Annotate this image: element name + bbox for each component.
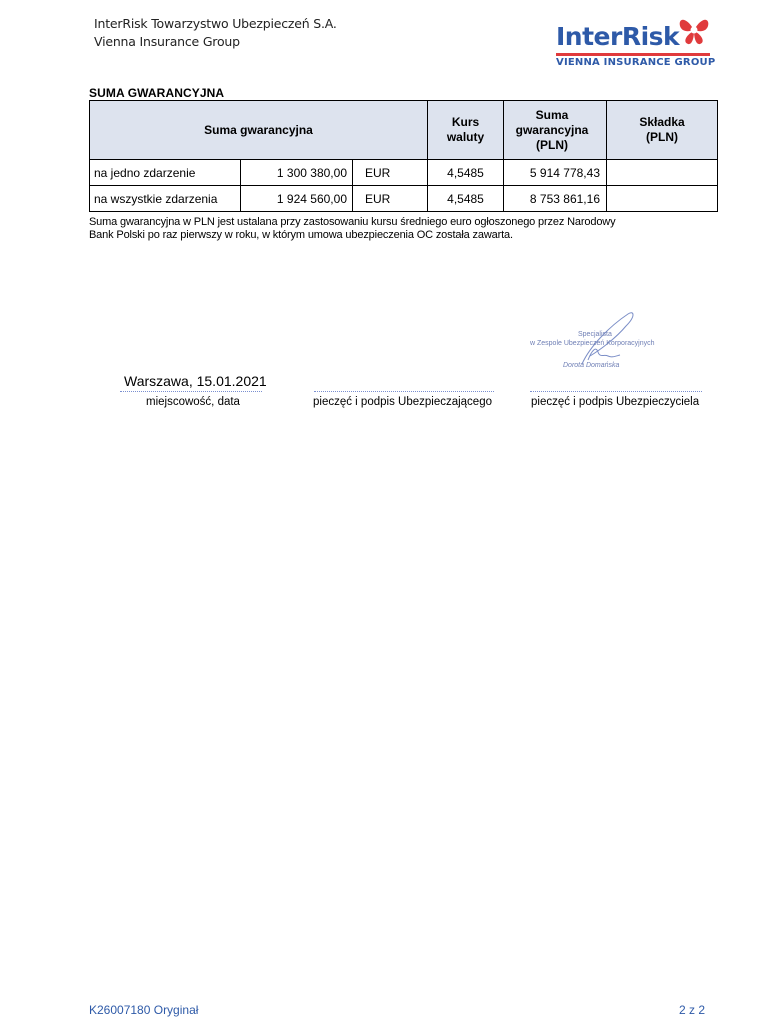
logo-wordmark: InterRisk [556,22,680,51]
logo-subtitle: VIENNA INSURANCE GROUP [556,57,716,68]
place-date: Warszawa, 15.01.2021 [124,373,267,389]
company-group: Vienna Insurance Group [94,34,240,49]
table-row [90,186,718,212]
place-date-line [120,391,262,392]
row-amount: 1 300 380,00 [241,160,353,186]
sum-insured-table [89,100,718,212]
interrisk-logo [556,12,716,72]
page-number: 2 z 2 [679,1003,706,1017]
header-skladka: Składka (PLN) [607,101,718,160]
row-currency: EUR [353,186,428,212]
section-title: SUMA GWARANCYJNA [89,86,225,100]
insurer-signature-line [530,391,702,392]
header-pln: Suma gwarancyjna (PLN) [504,101,607,160]
insurer-signature-caption: pieczęć i podpis Ubezpieczyciela [531,396,700,408]
insured-signature-caption: pieczęć i podpis Ubezpieczającego [313,396,492,408]
place-date-caption: miejscowość, data [146,396,240,408]
logo-underline [556,53,710,56]
company-header [94,15,337,51]
row-rate: 4,5485 [428,160,504,186]
row-pln: 5 914 778,43 [504,160,607,186]
header-suma: Suma gwarancyjna [90,101,428,160]
table-row [90,160,718,186]
insurer-stamp [520,306,670,376]
row-premium [607,160,718,186]
row-pln: 8 753 861,16 [504,186,607,212]
row-premium [607,186,718,212]
stamp-name: Dorota Domańska [563,362,620,369]
row-rate: 4,5485 [428,186,504,212]
header-kurs: Kurs waluty [428,101,504,160]
table-header-row [90,101,718,160]
butterfly-icon [676,12,712,48]
insured-signature-line [314,391,494,392]
row-label: na jedno zdarzenie [90,160,241,186]
exchange-rate-note: Suma gwarancyjna w PLN jest ustalana przy zastosowaniu kursu średniego euro ogłoszonego przez Narodowy Bank Polski po raz pierwszy w roku, w którym umowa ubezpieczenia OC została zawarta. [89,216,616,241]
stamp-title: Specjalista [578,331,612,338]
row-label: na wszystkie zdarzenia [90,186,241,212]
company-name: InterRisk Towarzystwo Ubezpieczeń S.A. [94,16,337,31]
document-id: K26007180 Oryginał [89,1003,199,1017]
row-amount: 1 924 560,00 [241,186,353,212]
row-currency: EUR [353,160,428,186]
stamp-department: w Zespole Ubezpieczeń Korporacyjnych [530,340,655,347]
